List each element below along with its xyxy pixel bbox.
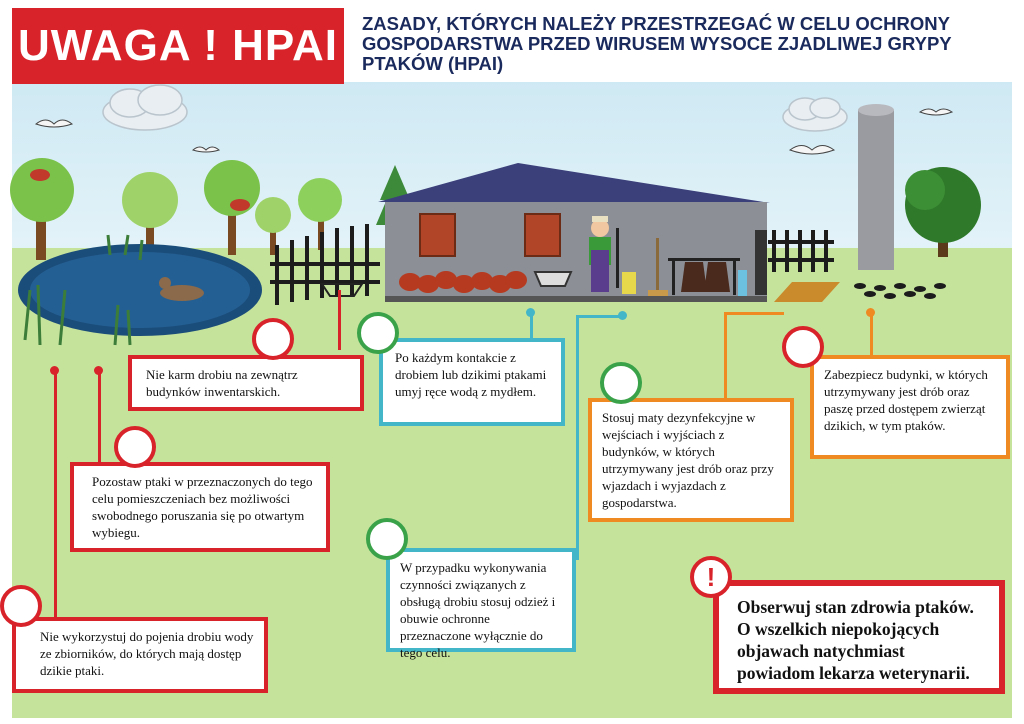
rule-feed-text: Nie karm drobiu na zewnątrz budynków inwentarskich.: [146, 367, 298, 399]
rule-keep-text: Pozostaw ptaki w przeznaczonych do tego celu pomieszczeniach bez możliwości swobodnego poruszania się po otwartym wybiegu.: [92, 474, 313, 540]
rule-clothes-box: [386, 548, 576, 660]
mat-icon: [600, 362, 642, 404]
no-wild-birds-icon: [782, 326, 824, 368]
connector-mats: [724, 312, 727, 402]
connector-keep: [98, 370, 101, 465]
disinfection-mat: [774, 282, 840, 302]
connector-keep-dot: [94, 366, 103, 375]
connector-clothes-h: [576, 315, 624, 318]
apron-icon: [366, 518, 408, 560]
rule-water-text: Nie wykorzystuj do pojenia drobiu wody ze zbiorników, do których mają dostęp dzikie ptaki.: [40, 629, 254, 678]
rule-clothes-text: W przypadku wykonywania czynności związanych z obsługą drobiu stosuj odzież i obuwie ochronne przeznaczone wyłącznie do tego celu.: [400, 560, 556, 660]
rule-wash-text: Po każdym kontakcie z drobiem lub dzikimi ptakami umyj ręce wodą z mydłem.: [395, 350, 547, 399]
rule-wash-box: [379, 338, 565, 426]
soap-bottle: [738, 270, 747, 296]
broom: [656, 238, 659, 293]
rule-observe-text: Obserwuj stan zdrowia ptaków. O wszelkich niepokojących objawach natychmiast powiadom lekarza weterynarii.: [737, 597, 974, 683]
connector-clothes-dot: [618, 311, 627, 320]
cloud-left: [103, 85, 187, 130]
connector-mats-h: [724, 312, 784, 315]
connector-wash-dot: [526, 308, 535, 317]
feed-pellets: [854, 283, 946, 299]
fence-right: [768, 230, 834, 272]
feeder: [322, 284, 362, 296]
tree-right: [905, 167, 981, 257]
connector-secure-dot: [866, 308, 875, 317]
rule-mats-text: Stosuj maty dezynfekcyjne w wejściach i wyjściach z budynków, w których utrzymywany jest drób oraz przy wjazdach i wyjazdach z gospodarstwa.: [602, 410, 774, 510]
rule-observe-box: [713, 580, 1005, 694]
boots: [622, 272, 636, 294]
connector-feed: [338, 290, 341, 350]
connector-water-dot: [50, 366, 59, 375]
fence-left: [270, 224, 380, 305]
rule-secure-text: Zabezpiecz budynki, w których utrzymywany jest drób oraz paszę przed dostępem zwierząt dzikich, w tym ptaków.: [824, 367, 988, 433]
rule-secure-box: [810, 355, 1010, 459]
rule-feed-box: [128, 355, 364, 411]
page-subtitle: ZASADY, KTÓRYCH NALEŻY PRZESTRZEGAĆ W CELU OCHRONY GOSPODARSTWA PRZED WIRUSEM WYSOCE ZJADLIWEJ GRYPY PTAKÓW (HPAI): [362, 13, 952, 74]
page-title: UWAGA ! HPAI: [12, 8, 344, 84]
connector-water: [54, 370, 57, 620]
silo: [858, 104, 894, 270]
rule-keep-box: [70, 462, 330, 552]
wash-basin: [535, 272, 571, 286]
no-feed-icon: [252, 318, 294, 360]
alert-icon-glyph: !: [706, 561, 716, 592]
alert-icon: [690, 556, 732, 598]
rule-water-box: [12, 617, 268, 693]
rule-mats-box: [588, 398, 794, 522]
connector-clothes: [576, 315, 579, 560]
no-wild-water-icon: [0, 585, 42, 627]
no-free-range-icon: [114, 426, 156, 468]
cloud-right: [783, 98, 847, 131]
soap-icon: [357, 312, 399, 354]
